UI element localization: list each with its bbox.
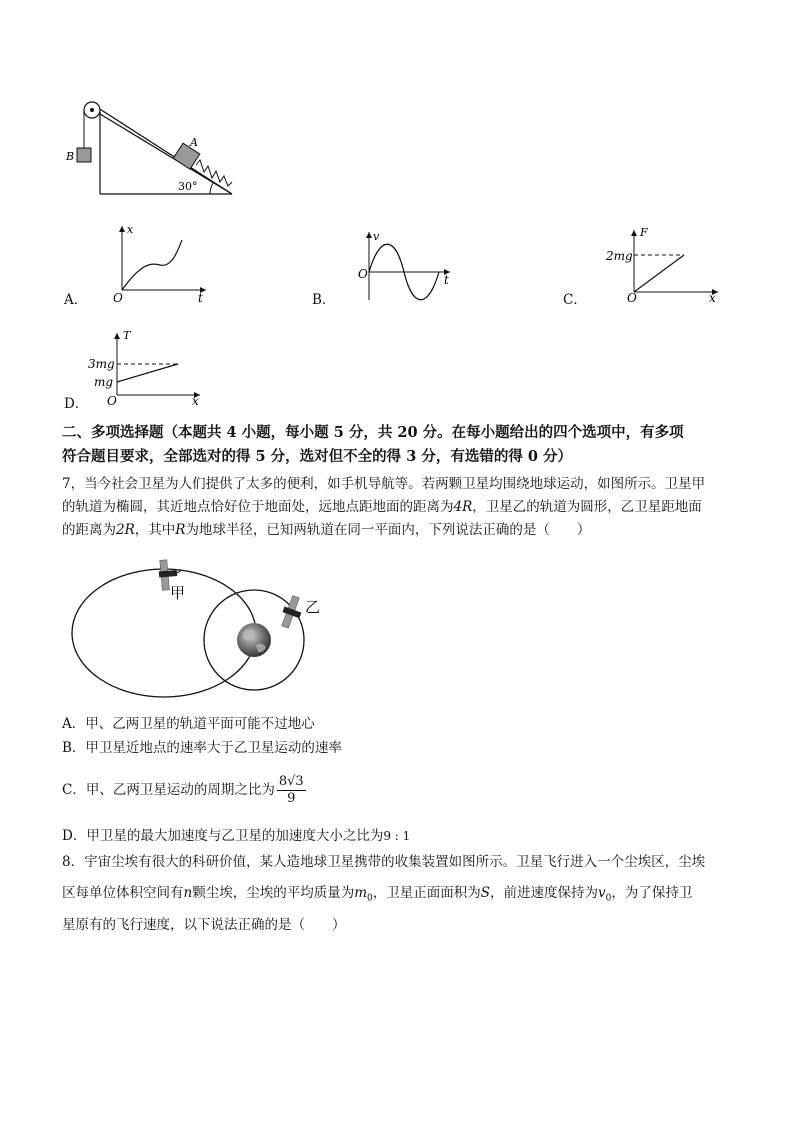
svg-text:x: x — [192, 394, 199, 408]
q8-line3: 星原有的飞行速度，以下说法正确的是（ ） — [62, 917, 346, 933]
section2-header-line2: 符合题目要求，全部选对的得 5 分，选对但不全的得 3 分，有选错的得 0 分） — [62, 448, 573, 465]
option-c-label: C． — [563, 292, 587, 308]
q7-option-d[interactable]: D．甲卫星的最大加速度与乙卫星的加速度大小之比为9 : 1 — [62, 828, 411, 844]
svg-text:O: O — [107, 394, 117, 408]
svg-text:T: T — [123, 329, 131, 342]
svg-text:F: F — [640, 226, 648, 239]
svg-text:x: x — [709, 291, 716, 305]
earth-icon — [237, 623, 271, 657]
option-d-label: D． — [64, 396, 89, 412]
svg-text:mg: mg — [94, 375, 114, 389]
svg-text:t: t — [444, 273, 449, 287]
label-jia: 甲 — [170, 584, 186, 602]
q7-option-c[interactable]: C．甲、乙两卫星运动的周期之比为 $\frac{8√3}{9}$ — [62, 774, 304, 806]
period-ratio-fraction: $\frac{8√3}{9}$ — [278, 774, 304, 806]
svg-text:O: O — [358, 267, 368, 281]
label-a: A — [190, 136, 198, 149]
angle-label: 30° — [178, 180, 198, 193]
q7-option-b[interactable]: B．甲卫星近地点的速率大于乙卫星运动的速率 — [62, 740, 342, 756]
svg-text:3mg: 3mg — [88, 357, 115, 371]
svg-text:x: x — [127, 223, 134, 236]
svg-text:O: O — [627, 291, 637, 305]
label-b: B — [66, 150, 75, 163]
svg-text:v: v — [373, 230, 380, 243]
q8-line1: 8．宇宙尘埃有很大的科研价值，某人造地球卫星携带的收集装置如图所示。卫星飞行进入一个尘埃区，尘埃 — [62, 854, 706, 870]
label-yi: 乙 — [305, 598, 321, 616]
svg-text:2mg: 2mg — [606, 249, 633, 263]
svg-text:O: O — [113, 291, 123, 305]
q7-option-a[interactable]: A．甲、乙两卫星的轨道平面可能不过地心 — [62, 716, 315, 732]
section2-header-line1: 二、多项选择题（本题共 4 小题，每小题 5 分，共 20 分。在每小题给出的四个选项中，有多项 — [62, 424, 684, 441]
q7-line3: 的距离为2R，其中R为地球半径，已知两轨道在同一平面内，下列说法正确的是（ ） — [62, 522, 591, 538]
svg-text:t: t — [198, 291, 203, 305]
q8-line2: 区每单位体积空间有n颗尘埃，尘埃的平均质量为$m_0$，卫星正面面积为S，前进速度保持为$v_0$，为了保持卫 — [62, 885, 693, 904]
option-b-label: B． — [312, 292, 336, 308]
option-a-label: A． — [64, 292, 88, 308]
q7-line2: 的轨道为椭圆，其近地点恰好位于地面处，远地点距地面的距离为4R，卫星乙的轨道为圆形，乙卫星距地面 — [62, 499, 702, 515]
q7-line1: 7，当今社会卫星为人们提供了太多的便利，如手机导航等。若两颗卫星均围绕地球运动，如图所示。卫星甲 — [62, 476, 706, 492]
